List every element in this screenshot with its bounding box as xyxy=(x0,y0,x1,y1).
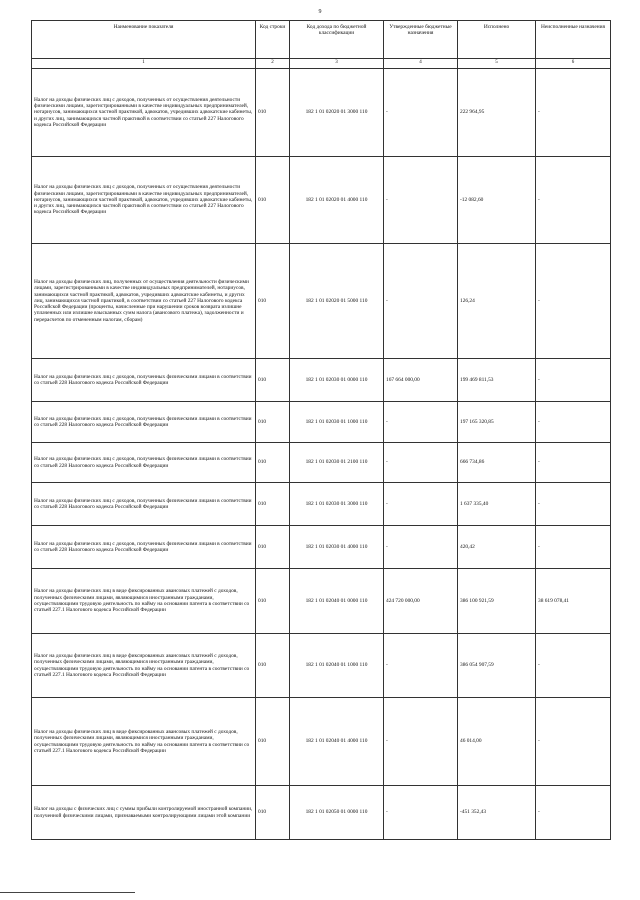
approved-amount: 167 664 000,00 xyxy=(384,359,458,402)
budget-code: 182 1 01 02030 01 1000 110 xyxy=(290,402,384,443)
budget-code: 182 1 01 02030 01 3000 110 xyxy=(290,483,384,526)
table-row xyxy=(32,443,611,483)
indicator-name: Налог на доходы физических лиц с доходов, полученных физическими лицами в соответствии со статьей 228 Налогового кодекса Российской Федерации xyxy=(32,359,256,402)
budget-code: 182 1 01 02020 01 5000 110 xyxy=(290,244,384,359)
header-indicator-name: Наименование показателя xyxy=(32,21,256,59)
executed-amount: 386 054 907,59 xyxy=(458,634,536,698)
approved-amount: - xyxy=(384,634,458,698)
unexecuted-amount: - xyxy=(536,157,611,244)
executed-amount: 126,24 xyxy=(458,244,536,359)
indicator-name: Налог на доходы физических лиц с доходов, полученных физическими лицами в соответствии со статьей 228 Налогового кодекса Российской Федерации xyxy=(32,402,256,443)
unexecuted-amount: - xyxy=(536,402,611,443)
budget-code: 182 1 01 02040 01 0000 110 xyxy=(290,569,384,634)
indicator-name: Налог на доходы физических лиц, полученных от осуществления деятельности физическими лицами, зарегистрированными в качестве индивидуальных предпринимателей, нотариусов, занимающихся частной практикой, адвокатов, учредивших адвокатские кабинеты, и других лиц, занимающихся частной практикой, в соответствии со статьей 227 Налогового кодекса Российской Федерации (проценты, начисленные при нарушении сроков возврата излишне уплаченных или излишне взысканных сумм налога (авансового платежа), задолженности и перерасчетов по отмененным налогам, сборам) xyxy=(32,244,256,359)
unexecuted-amount: - xyxy=(536,526,611,569)
executed-amount: 666 734,86 xyxy=(458,443,536,483)
line-code: 010 xyxy=(256,634,290,698)
executed-amount: 199 469 811,53 xyxy=(458,359,536,402)
column-number: 5 xyxy=(458,59,536,69)
approved-amount: - xyxy=(384,526,458,569)
line-code: 010 xyxy=(256,698,290,786)
line-code: 010 xyxy=(256,786,290,840)
unexecuted-amount: - xyxy=(536,359,611,402)
unexecuted-amount: 38 619 078,41 xyxy=(536,569,611,634)
indicator-name: Налог на доходы физических лиц с доходов, полученных от осуществления деятельности физическими лицами, зарегистрированными в качестве индивидуальных предпринимателей, нотариусов, занимающихся частной практикой, адвокатов, учредивших адвокатские кабинеты, и других лиц, занимающихся частной практикой в соответствии со статьей 227 Налогового кодекса Российской Федерации xyxy=(32,157,256,244)
indicator-name: Налог на доходы физических лиц с доходов, полученных физическими лицами в соответствии со статьей 228 Налогового кодекса Российской Федерации xyxy=(32,443,256,483)
line-code: 010 xyxy=(256,359,290,402)
page-number: 9 xyxy=(318,9,322,15)
header-executed: Исполнено xyxy=(458,21,536,59)
approved-amount: - xyxy=(384,443,458,483)
budget-code: 182 1 01 02020 01 4000 110 xyxy=(290,157,384,244)
column-number: 6 xyxy=(536,59,611,69)
indicator-name: Налог на доходы физических лиц с доходов, полученных физическими лицами в соответствии со статьей 228 Налогового кодекса Российской Федерации xyxy=(32,483,256,526)
column-number: 3 xyxy=(290,59,384,69)
table-row xyxy=(32,69,611,157)
approved-amount: - xyxy=(384,69,458,157)
executed-amount: 420,42 xyxy=(458,526,536,569)
indicator-name: Налог на доходы физических лиц с доходов, полученных физическими лицами в соответствии со статьей 228 Налогового кодекса Российской Федерации xyxy=(32,526,256,569)
unexecuted-amount: - xyxy=(536,634,611,698)
indicator-name: Налог на доходы физических лиц в виде фиксированных авансовых платежей с доходов, полученных физическими лицами, являющимися иностранными гражданами, осуществляющими трудовую деятельность по найму на основании патента в соответствии со статьей 227.1 Налогового кодекса Российской Федерации xyxy=(32,569,256,634)
budget-code: 182 1 01 02040 01 4000 110 xyxy=(290,698,384,786)
budget-code: 182 1 01 02050 01 0000 110 xyxy=(290,786,384,840)
executed-amount: 197 165 320,85 xyxy=(458,402,536,443)
executed-amount: -451 352,43 xyxy=(458,786,536,840)
executed-amount: 222 964,95 xyxy=(458,69,536,157)
table-row xyxy=(32,402,611,443)
unexecuted-amount: - xyxy=(536,483,611,526)
line-code: 010 xyxy=(256,69,290,157)
executed-amount: -12 082,60 xyxy=(458,157,536,244)
unexecuted-amount: - xyxy=(536,786,611,840)
line-code: 010 xyxy=(256,402,290,443)
approved-amount: - xyxy=(384,786,458,840)
executed-amount: 46 014,00 xyxy=(458,698,536,786)
budget-execution-table xyxy=(31,20,611,840)
header-line-code: Код строки xyxy=(256,21,290,59)
table-row xyxy=(32,483,611,526)
line-code: 010 xyxy=(256,244,290,359)
table-row xyxy=(32,244,611,359)
approved-amount: - xyxy=(384,402,458,443)
approved-amount: - xyxy=(384,698,458,786)
table-row xyxy=(32,634,611,698)
unexecuted-amount: - xyxy=(536,698,611,786)
approved-amount: - xyxy=(384,483,458,526)
unexecuted-amount: - xyxy=(536,244,611,359)
indicator-name: Налог на доходы физических лиц в виде фиксированных авансовых платежей с доходов, полученных физическими лицами, являющимися иностранными гражданами, осуществляющими трудовую деятельность по найму на основании патента в соответствии со статьей 227.1 Налогового кодекса Российской Федерации xyxy=(32,698,256,786)
budget-code: 182 1 01 02020 01 3000 110 xyxy=(290,69,384,157)
line-code: 010 xyxy=(256,569,290,634)
approved-amount: - xyxy=(384,157,458,244)
executed-amount: 386 100 921,59 xyxy=(458,569,536,634)
table-row xyxy=(32,157,611,244)
column-number: 4 xyxy=(384,59,458,69)
line-code: 010 xyxy=(256,157,290,244)
table-row xyxy=(32,786,611,840)
line-code: 010 xyxy=(256,483,290,526)
header-approved: Утвержденные бюджетные назначения xyxy=(384,21,458,59)
budget-code: 182 1 01 02030 01 4000 110 xyxy=(290,526,384,569)
approved-amount: 424 720 000,00 xyxy=(384,569,458,634)
budget-code: 182 1 01 02030 01 0000 110 xyxy=(290,359,384,402)
line-code: 010 xyxy=(256,443,290,483)
budget-code: 182 1 01 02030 01 2100 110 xyxy=(290,443,384,483)
indicator-name: Налог на доходы физических лиц в виде фиксированных авансовых платежей с доходов, полученных физическими лицами, являющимися иностранными гражданами, осуществляющими трудовую деятельность по найму на основании патента в соответствии со статьей 227.1 Налогового кодекса Российской Федерации xyxy=(32,634,256,698)
column-number-row xyxy=(32,59,611,69)
line-code: 010 xyxy=(256,526,290,569)
indicator-name: Налог на доходы с физических лиц с суммы прибыли контролируемой иностранной компании, полученной физическими лицами, признаваемыми контролирующими лицами этой компании xyxy=(32,786,256,840)
table-row xyxy=(32,698,611,786)
column-number: 2 xyxy=(256,59,290,69)
unexecuted-amount: - xyxy=(536,443,611,483)
table-row xyxy=(32,359,611,402)
unexecuted-amount: - xyxy=(536,69,611,157)
header-unexecuted: Неисполненные назначения xyxy=(536,21,611,59)
table-header-row xyxy=(32,21,611,59)
column-number: 1 xyxy=(32,59,256,69)
header-budget-code: Код дохода по бюджетной классификации xyxy=(290,21,384,59)
table-row xyxy=(32,526,611,569)
budget-code: 182 1 01 02040 01 1000 110 xyxy=(290,634,384,698)
approved-amount: - xyxy=(384,244,458,359)
footer-divider-line xyxy=(0,892,135,893)
indicator-name: Налог на доходы физических лиц с доходов, полученных от осуществления деятельности физическими лицами, зарегистрированными в качестве индивидуальных предпринимателей, нотариусов, занимающихся частной практикой, адвокатов, учредивших адвокатские кабинеты, и других лиц, занимающихся частной практикой в соответствии со статьей 227 Налогового кодекса Российской Федерации xyxy=(32,69,256,157)
table-row xyxy=(32,569,611,634)
executed-amount: 1 637 335,40 xyxy=(458,483,536,526)
